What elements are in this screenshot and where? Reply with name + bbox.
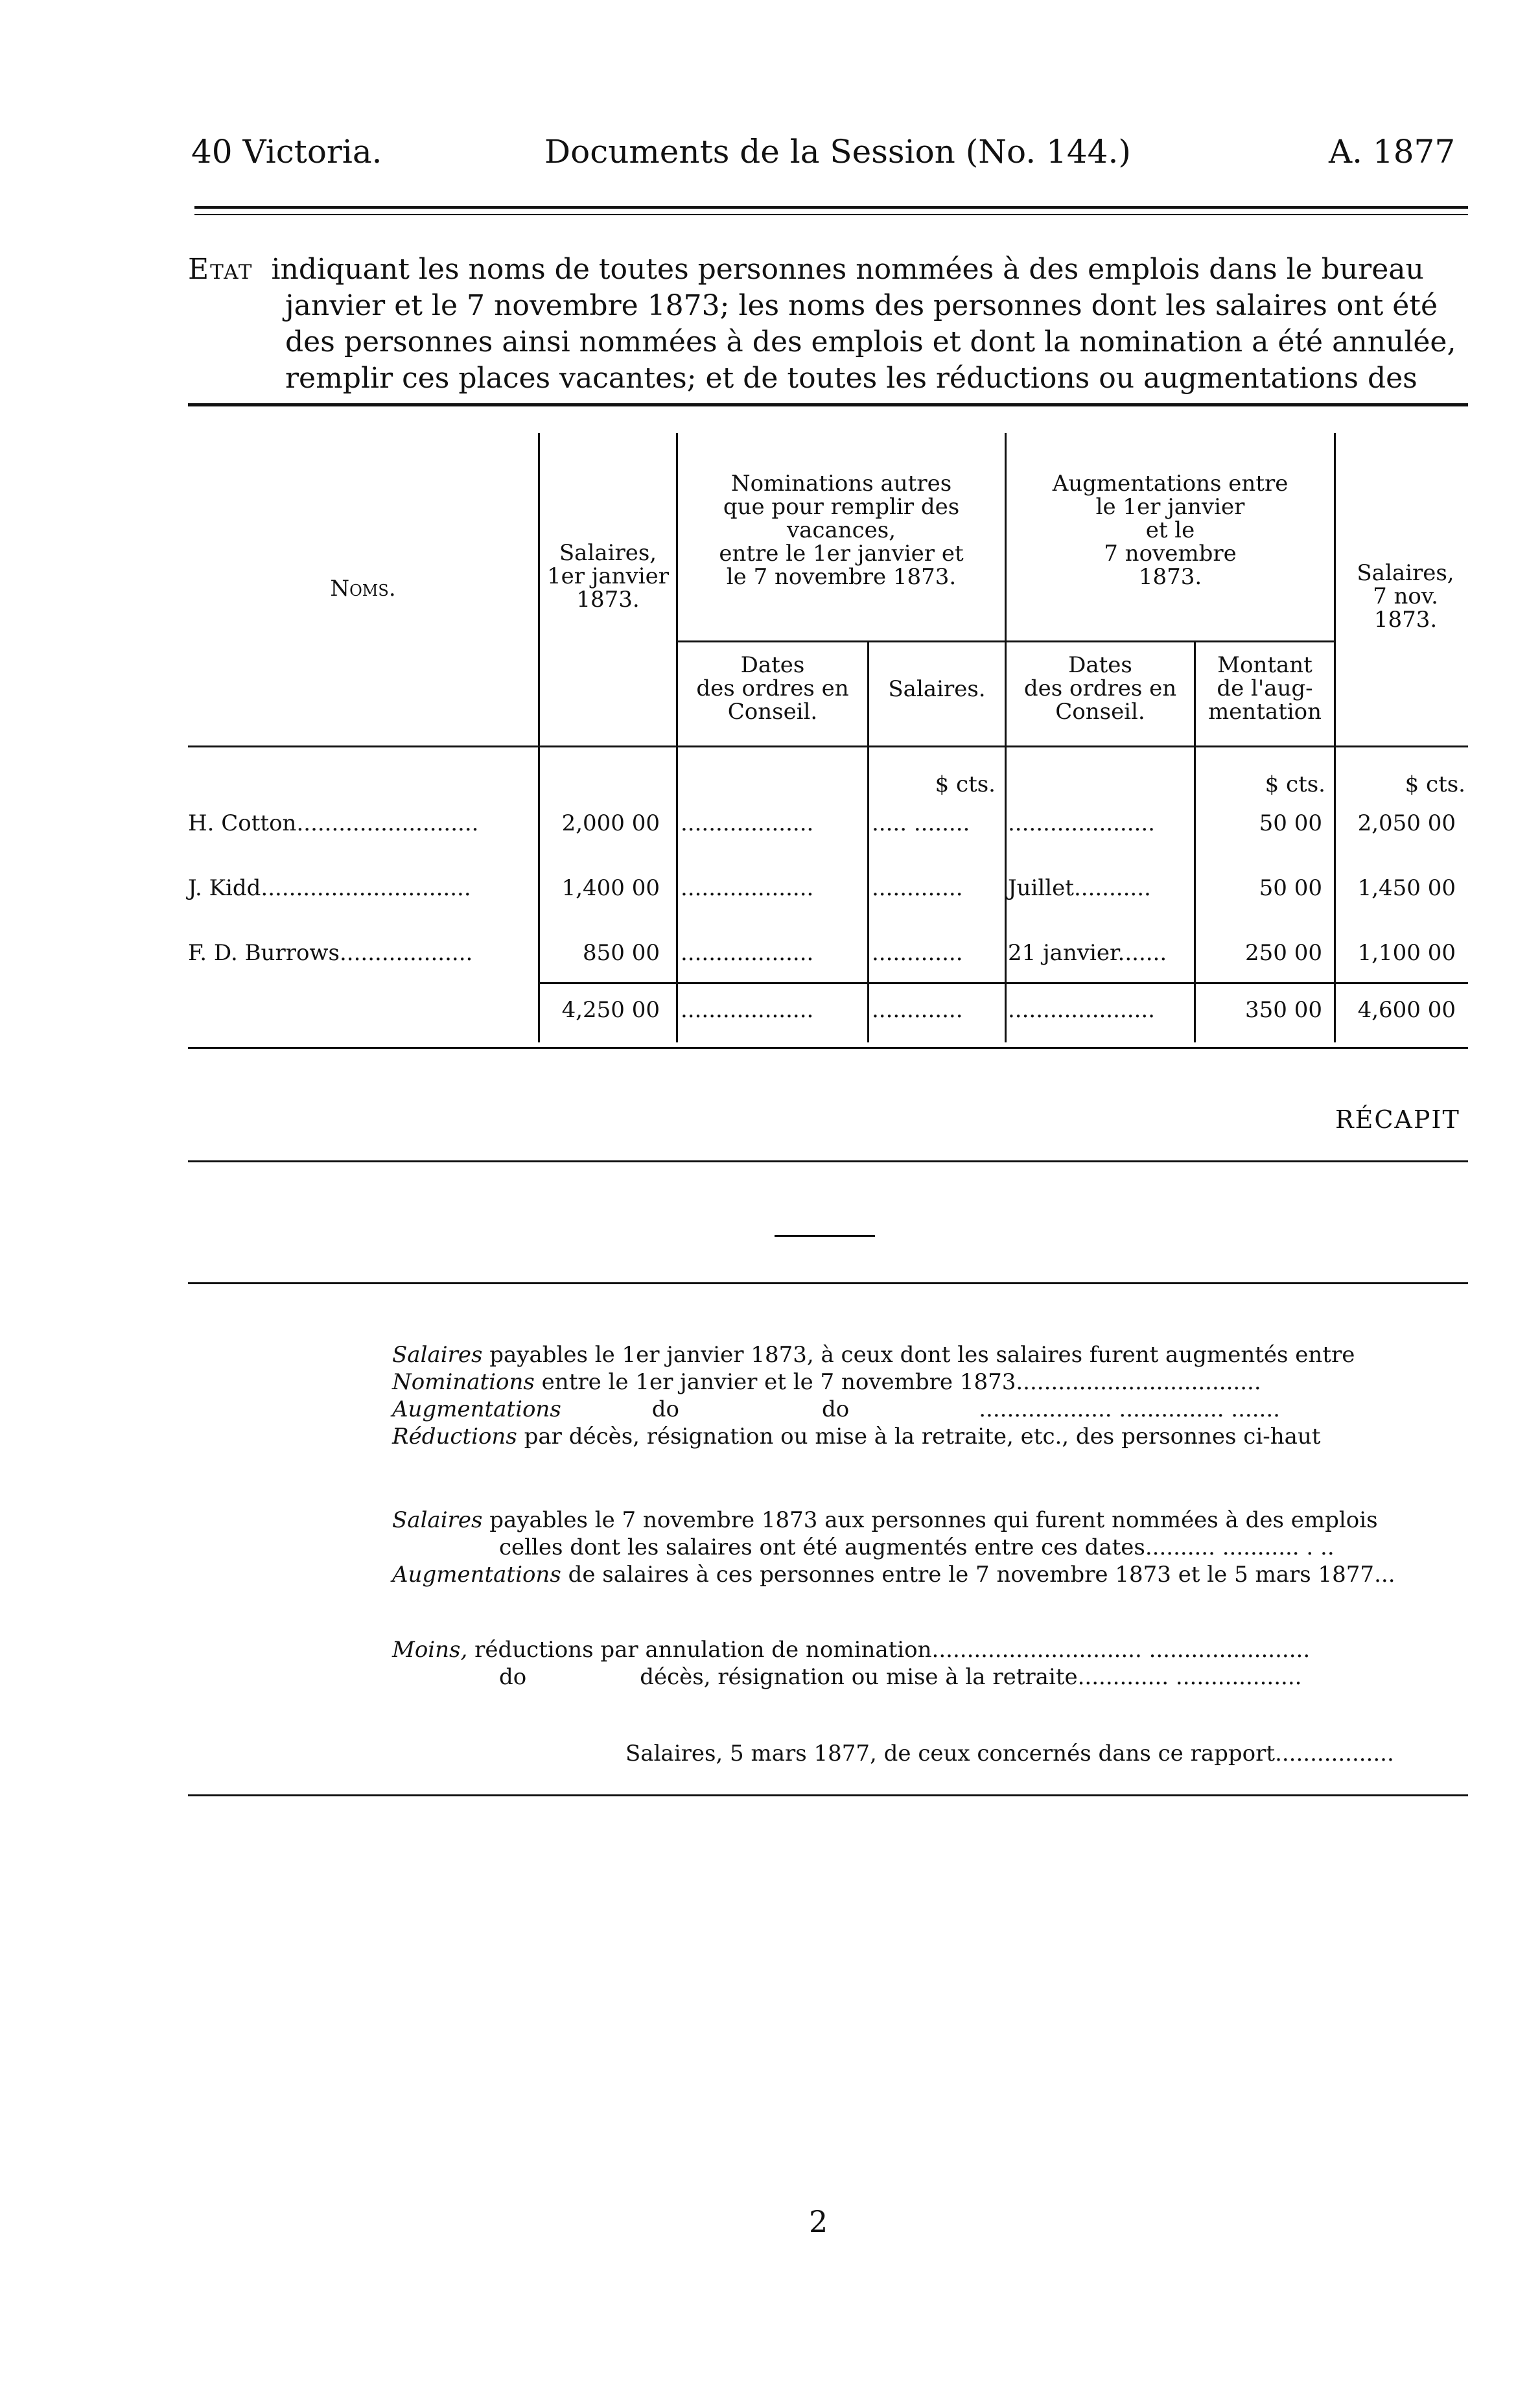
recap-moins-line: Moins, réductions par annulation de nomination.............................. ....................... xyxy=(392,1637,1311,1663)
total-salaire-1: 4,250 00 xyxy=(561,997,660,1023)
intro-line-1: indiquant les noms de toutes personnes nommées à des emplois dans le bureau xyxy=(271,253,1424,286)
recap-title: RÉCAPIT xyxy=(1335,1105,1460,1134)
row-name: F. D. Burrows................... xyxy=(188,940,473,966)
row-nom-salaire: ............. xyxy=(872,940,963,966)
total-aug-dates-leader: ..................... xyxy=(1008,997,1155,1023)
col-header-augmentations: Augmentations entre le 1er janvier et le 7 novembre 1873. xyxy=(1052,471,1289,590)
subheader-salaires: Salaires. xyxy=(888,676,986,702)
subheader-dates-1: Dates des ordres en Conseil. xyxy=(696,652,849,725)
table-bottom-rule xyxy=(188,1047,1468,1049)
subheader-dates-2: Dates des ordres en Conseil. xyxy=(1023,652,1177,725)
bottom-rule xyxy=(188,1794,1468,1796)
total-nom-salaire-leader: ............. xyxy=(872,997,963,1023)
row-aug-dates: 21 janvier....... xyxy=(1008,940,1167,966)
row-name: J. Kidd.............................. xyxy=(188,875,471,901)
table-header-rule xyxy=(188,745,1468,747)
page-number: 2 xyxy=(809,2204,828,2239)
unit-nom-salaires: $ cts. xyxy=(935,771,996,797)
recap-nominations-line: Nominations entre le 1er janvier et le 7 novembre 1873................................... xyxy=(392,1369,1261,1395)
recap-celles-line: celles dont les salaires ont été augmentés entre ces dates.......... ........... . .. xyxy=(499,1534,1335,1560)
row-salaire-1: 850 00 xyxy=(583,940,660,966)
header-rule-2 xyxy=(194,214,1468,215)
col-header-nominations: Nominations autres que pour remplir des vacances, entre le 1er janvier et le 7 novembre 1873. xyxy=(719,471,964,590)
row-name: H. Cotton.......................... xyxy=(188,810,479,836)
table-subheader-rule xyxy=(676,640,1334,642)
header-year: A. 1877 xyxy=(1329,133,1456,170)
recap-reductions-line: Réductions par décès, résignation ou mise à la retraite, etc., des personnes ci-haut xyxy=(392,1424,1321,1450)
intro-line-3: des personnes ainsi nommées à des emplois et dont la nomination a été annulée, xyxy=(285,325,1456,358)
row-salaire-1: 1,400 00 xyxy=(561,875,660,901)
table-total-rule xyxy=(538,982,1468,984)
recap-salaires-line: Salaires payables le 1er janvier 1873, à ceux dont les salaires furent augmentés entre xyxy=(392,1342,1355,1368)
row-salaire-1: 2,000 00 xyxy=(561,810,660,836)
col-header-noms: Noms. xyxy=(330,576,396,602)
col-header-salaires-2: Salaires, 7 nov. 1873. xyxy=(1357,560,1454,633)
intro-line-4: remplir ces places vacantes; et de toutes les réductions ou augmentations des xyxy=(285,362,1418,395)
row-aug-dates: Juillet........... xyxy=(1008,875,1151,901)
header-volume: 40 Victoria. xyxy=(191,133,382,170)
row-nom-dates: ................... xyxy=(681,940,814,966)
row-montant: 250 00 xyxy=(1245,940,1322,966)
col-header-salaires-1: Salaires, 1er janvier 1873. xyxy=(547,540,669,613)
header-title: Documents de la Session (No. 144.) xyxy=(544,133,1131,170)
recap-rule-1 xyxy=(188,1160,1468,1162)
row-aug-dates: ..................... xyxy=(1008,810,1155,836)
header-rule-1 xyxy=(194,206,1468,209)
recap-salaires-nov-line: Salaires payables le 7 novembre 1873 aux personnes qui furent nommées à des emplois xyxy=(392,1507,1378,1533)
recap-short-rule xyxy=(775,1235,875,1237)
row-nom-dates: ................... xyxy=(681,810,814,836)
row-nom-salaire: ............. xyxy=(872,875,963,901)
row-salaire-2: 1,450 00 xyxy=(1357,875,1456,901)
row-nom-dates: ................... xyxy=(681,875,814,901)
intro-rule xyxy=(188,403,1468,406)
row-montant: 50 00 xyxy=(1259,875,1322,901)
intro-lead: Etat xyxy=(188,253,253,286)
row-salaire-2: 2,050 00 xyxy=(1357,810,1456,836)
recap-rule-2 xyxy=(188,1282,1468,1284)
row-montant: 50 00 xyxy=(1259,810,1322,836)
row-salaire-2: 1,100 00 xyxy=(1357,940,1456,966)
recap-deces-line: do décès, résignation ou mise à la retraite............. .................. xyxy=(499,1664,1302,1690)
recap-final-line: Salaires, 5 mars 1877, de ceux concernés dans ce rapport................. xyxy=(625,1741,1394,1767)
total-montant: 350 00 xyxy=(1245,997,1322,1023)
total-salaire-2: 4,600 00 xyxy=(1357,997,1456,1023)
row-nom-salaire: ..... ........ xyxy=(872,810,970,836)
unit-salaires-2: $ cts. xyxy=(1405,771,1465,797)
subheader-montant: Montant de l'aug- mentation xyxy=(1208,652,1322,725)
total-nom-dates-leader: ................... xyxy=(681,997,814,1023)
recap-augmentations-line: Augmentations do do ................... ............... ....... xyxy=(392,1396,1280,1422)
recap-augmentations-mars-line: Augmentations de salaires à ces personnes entre le 7 novembre 1873 et le 5 mars 1877... xyxy=(392,1562,1395,1588)
unit-montant: $ cts. xyxy=(1265,771,1325,797)
intro-paragraph xyxy=(188,252,1471,397)
intro-line-2: janvier et le 7 novembre 1873; les noms des personnes dont les salaires ont été xyxy=(285,289,1438,322)
